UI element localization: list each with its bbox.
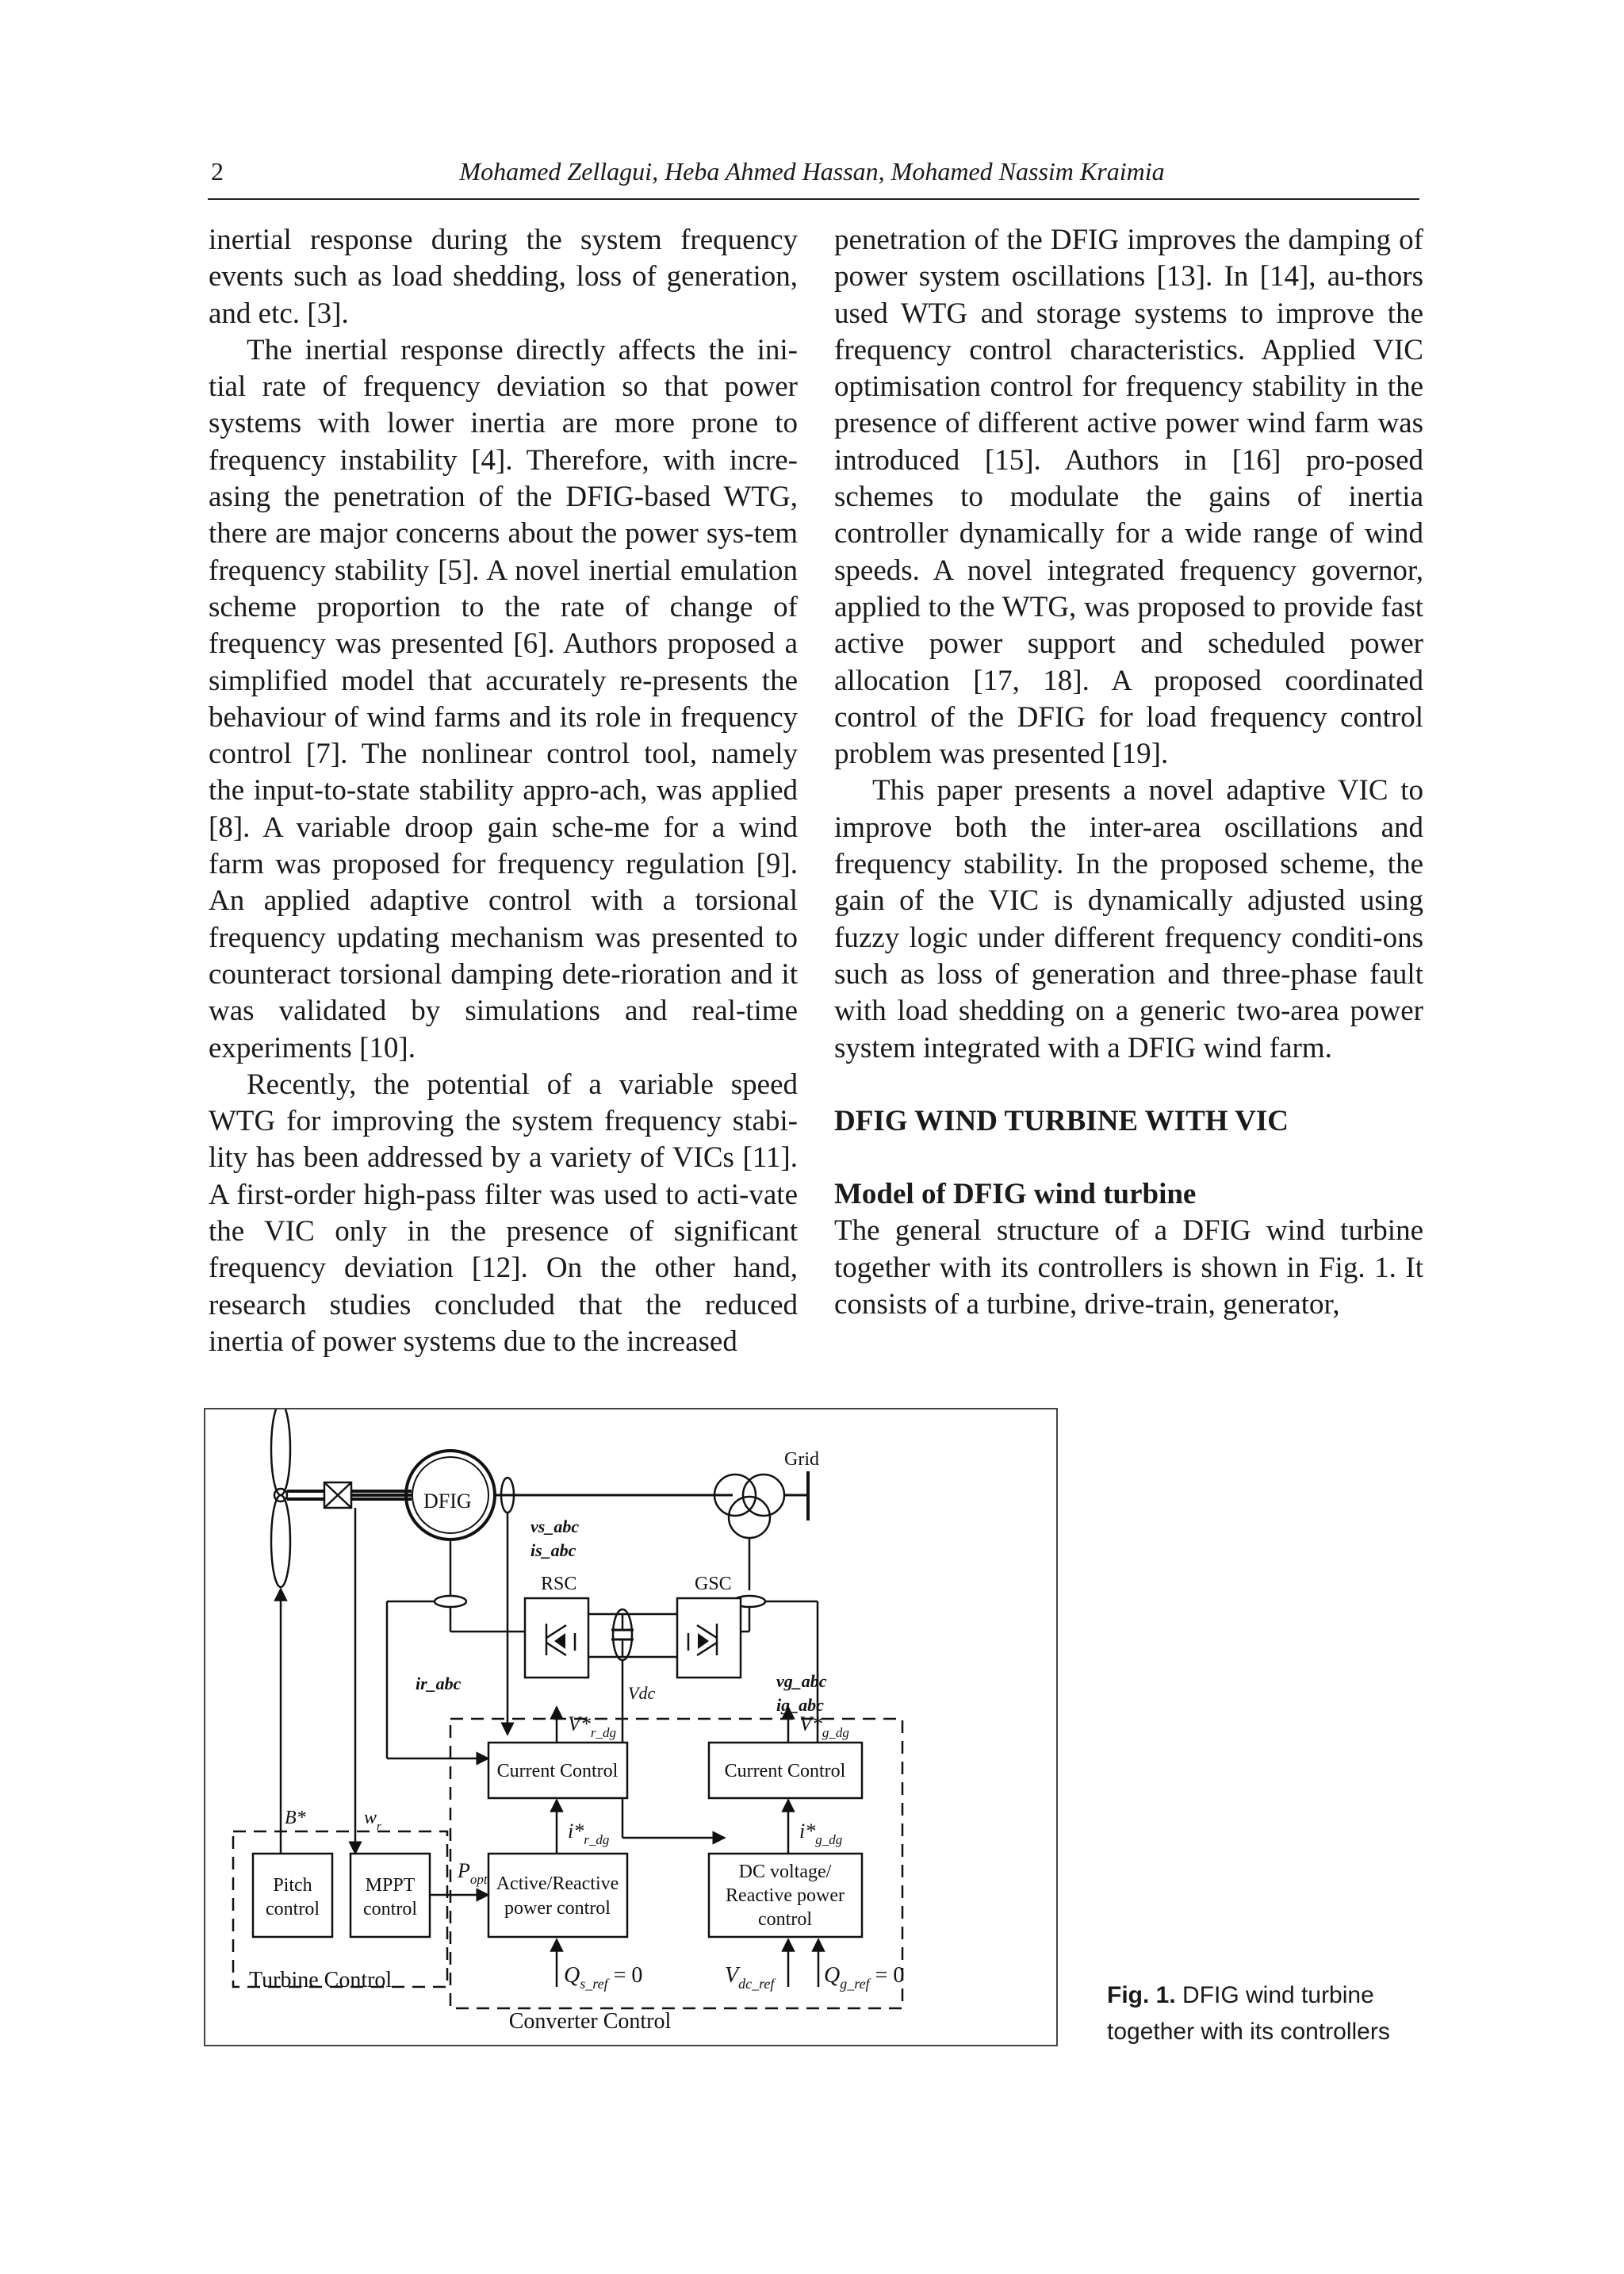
b-star-label: B* — [285, 1808, 306, 1828]
left-column — [209, 222, 798, 1360]
gsc-label: GSC — [695, 1574, 732, 1594]
active-reactive-power-control-block — [488, 1854, 627, 1937]
pitch-control-label: Pitch — [273, 1875, 312, 1896]
subsection-heading: Model of DFIG wind turbine — [834, 1178, 1197, 1211]
mppt-control-label: control — [363, 1899, 417, 1919]
vg-abc-label: vg_abc — [776, 1671, 827, 1691]
paragraph: penetration of the DFIG improves the damping of power system oscillations [13]. In [14], au-thors used WTG and storage systems to improve the frequency control characteristics. Applied VIC optimisation control for frequency stability in the presence of different active power wind farm was introduced [15]. Authors in [16] pro-posed schemes to modulate the gains of inertia controller dynamically for a wide range of wind speeds. A novel integrated frequency governor, applied to the WTG, was proposed to provide fast active power support and scheduled power allocation [17, 18]. A proposed coordinated control of the DFIG for load frequency control problem was presented [19]. — [834, 224, 1423, 771]
i-g-dg-label: $i*_{g\_dg}$ — [799, 1820, 843, 1847]
v-r-dg-label: $V*_{r\_dg}$ — [568, 1712, 617, 1740]
paragraph: This paper presents a novel adaptive VIC to improve both the inter-area oscillations and frequency stability. In the proposed scheme, the gain of the VIC is dynamically adjusted using fuzzy logic under different frequency conditi-ons such as loss of generation and three-phase fault with load shedding on a generic two-area power system integrated with a DFIG wind farm. — [834, 774, 1423, 1064]
ir-abc-label: ir_abc — [416, 1674, 462, 1693]
rsc-label: RSC — [541, 1574, 577, 1594]
qs-ref-label: $Q_{s\_ref} = 0$ — [564, 1963, 643, 1992]
w-r-label: $w_r$ — [364, 1808, 381, 1833]
i-r-dg-label: $i*_{r\_dg}$ — [568, 1820, 610, 1847]
dc-voltage-label: DC voltage/ — [738, 1862, 832, 1882]
paragraph: The inertial response directly affects the ini-tial rate of frequency deviation so that power systems with lower inertia are more prone to frequency instability [4]. Therefore, with incre-asing the penetration of the DFIG-based WTG, there are major concerns about the power sys-tem frequency stability [5]. A novel inertial emulation scheme proportion to the rate of change of frequency was presented [6]. Authors proposed a simplified model that accurately re-presents the behaviour of wind farms and its role in frequency control [7]. The nonlinear control tool, namely the input-to-state stability appro-ach, was applied [8]. A variable droop gain sche-me for a wind farm was proposed for frequency regulation [9]. An applied adaptive control with a torsional frequency updating mechanism was presented to counteract torsional damping dete-rioration and it was validated by simulations and real-time experiments [10]. — [209, 333, 798, 1064]
rsc-converter-icon — [525, 1598, 588, 1678]
p-opt-label: $P_{opt}$ — [458, 1859, 488, 1887]
current-control-left-label: Current Control — [496, 1761, 619, 1781]
running-header-authors: Mohamed Zellagui, Heba Ahmed Hassan, Mohamed Nassim Kraimia — [459, 157, 1165, 186]
turbine-blade-icon — [271, 1495, 290, 1587]
paragraph: inertial response during the system frequency events such as load shedding, loss of generation, and etc. [3]. — [209, 224, 798, 330]
dfig-block-diagram — [205, 1409, 1056, 2045]
grid-label: Grid — [784, 1449, 819, 1470]
turbine-blade-icon — [271, 1409, 290, 1495]
active-reactive-label: power control — [504, 1898, 611, 1919]
active-reactive-label: Active/Reactive — [496, 1873, 619, 1894]
qg-ref-label: $Q_{g\_ref} = 0$ — [824, 1963, 905, 1992]
paragraph: The general structure of a DFIG wind turbine together with its controllers is shown in Fig. 1. It consists of a turbine, drive-train, generator, — [834, 1214, 1423, 1321]
figure-caption — [1107, 1977, 1424, 2050]
vs-abc-label: vs_abc — [530, 1517, 580, 1536]
dc-voltage-label: control — [758, 1909, 812, 1930]
pitch-control-label: control — [266, 1899, 320, 1919]
vdc-ref-label: $V_{dc\_ref}$ — [725, 1963, 775, 1992]
header-rule — [208, 198, 1419, 200]
page-number: 2 — [211, 157, 224, 186]
paragraph: Recently, the potential of a variable speed WTG for improving the system frequency stabi-lity has been addressed by a variety of VICs [11]. A first-order high-pass filter was used to acti-vate the VIC only in the presence of significant frequency deviation [12]. On the other hand, research studies concluded that the reduced inertia of power systems due to the increased — [209, 1068, 798, 1358]
current-control-right-label: Current Control — [724, 1761, 846, 1781]
gsc-converter-icon — [677, 1598, 741, 1678]
dfig-label: DFIG — [423, 1490, 472, 1513]
figure-caption-text: DFIG wind turbine together with its controllers — [1107, 1982, 1390, 2045]
section-heading: DFIG WIND TURBINE WITH VIC — [834, 1104, 1289, 1137]
mppt-control-label: MPPT — [365, 1875, 416, 1896]
converter-control-label: Converter Control — [508, 2009, 672, 2034]
v-g-dg-label: $V*_{g\_dg}$ — [799, 1712, 849, 1740]
figure-1 — [204, 1408, 1058, 2046]
figure-caption-label: Fig. 1. — [1107, 1982, 1176, 2008]
ct-sensor-icon — [435, 1596, 466, 1607]
turbine-control-label: Turbine Control — [249, 1968, 393, 1992]
is-abc-label: is_abc — [530, 1540, 576, 1560]
dc-voltage-label: Reactive power — [726, 1885, 845, 1906]
ig-abc-label: ig_abc — [776, 1695, 824, 1715]
right-column — [834, 222, 1423, 1323]
vdc-label: Vdc — [628, 1683, 656, 1703]
